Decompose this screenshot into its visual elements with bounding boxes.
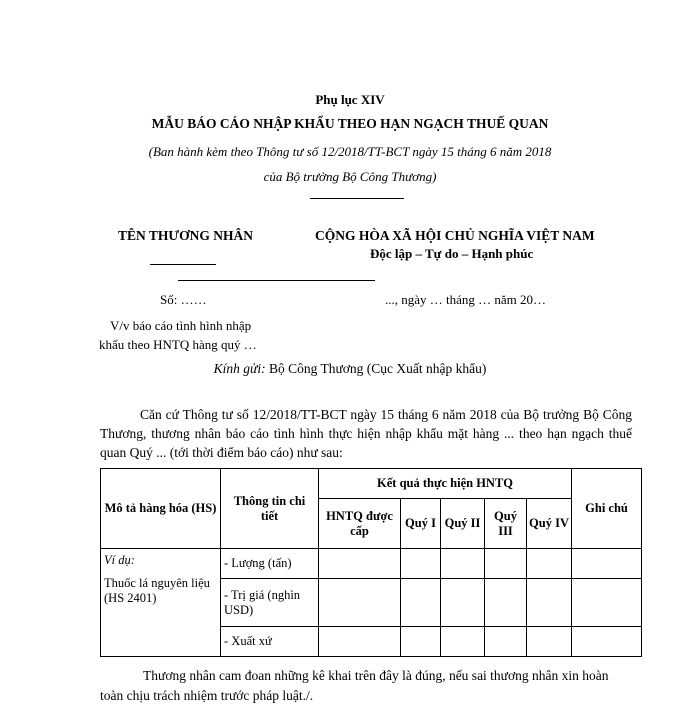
subject-line1: V/v báo cáo tình hình nhập: [110, 318, 252, 333]
cell-value-q2: [441, 579, 485, 627]
appendix-label: Phụ lục XIV: [315, 92, 385, 107]
cell-quantity-q1: [401, 549, 441, 579]
form-title: MẪU BÁO CÁO NHẬP KHẨU THEO HẠN NGẠCH THUẾ QUAN: [151, 116, 549, 131]
cell-value-granted: [319, 579, 401, 627]
body-paragraph-text: Căn cứ Thông tư số 12/2018/TT-BCT ngày 15 tháng 6 năm 2018 của Bộ trưởng Bộ Công Thương, thương nhân báo cáo tình hình thực hiện nhập khẩu mặt hàng ... theo hạn ngạch thuế quan Quý ... (tới thời điểm báo cáo) như sau:: [100, 407, 632, 460]
trader-name-underline: [150, 264, 216, 265]
cell-origin-q2: [441, 627, 485, 657]
commitment-line1: Thương nhân cam đoan những kê khai trên đây là đúng, nếu sai thương nhân xin hoàn: [143, 668, 609, 683]
commitment-line2: toàn chịu trách nhiệm trước pháp luật./.: [100, 688, 314, 703]
cell-value-notes: [572, 579, 642, 627]
cell-quantity-q4: [527, 549, 572, 579]
addressee: [0, 361, 700, 377]
addressee-recipient: Bộ Công Thương (Cục Xuất nhập khẩu): [268, 361, 487, 376]
cell-origin-q1: [401, 627, 441, 657]
row-value-label: - Trị giá (nghìn USD): [221, 579, 319, 627]
cell-value-q4: [527, 579, 572, 627]
republic-heading: CỘNG HÒA XÃ HỘI CHỦ NGHĨA VIỆT NAM: [315, 228, 595, 243]
body-paragraph: [100, 405, 632, 462]
cell-value-q1: [401, 579, 441, 627]
example-goods: Thuốc lá nguyên liệu (HS 2401): [104, 576, 210, 605]
cell-value-q3: [485, 579, 527, 627]
header-results: Kết quả thực hiện HNTQ: [319, 469, 572, 499]
national-motto: Độc lập – Tự do – Hạnh phúc: [370, 246, 534, 261]
header-quarter-4: Quý IV: [527, 499, 572, 549]
document-number: Số: ……: [160, 292, 207, 307]
row-quantity-label: - Lượng (tấn): [221, 549, 319, 579]
motto-underline: [178, 280, 375, 281]
header-granted-quota: HNTQ được cấp: [319, 499, 401, 549]
row-origin-label: - Xuất xứ: [221, 627, 319, 657]
header-quarter-1: Quý I: [401, 499, 441, 549]
header-quarter-2: Quý II: [441, 499, 485, 549]
cell-quantity-granted: [319, 549, 401, 579]
header-quarter-3: Quý III: [485, 499, 527, 549]
header-notes: Ghi chú: [572, 469, 642, 549]
cell-origin-q4: [527, 627, 572, 657]
cell-quantity-q2: [441, 549, 485, 579]
header-goods-description: Mô tả hàng hóa (HS): [101, 469, 221, 549]
trader-name-label: TÊN THƯƠNG NHÂN: [118, 228, 254, 243]
header-details: Thông tin chi tiết: [221, 469, 319, 549]
cell-origin-granted: [319, 627, 401, 657]
cell-quantity-notes: [572, 549, 642, 579]
import-report-table: [100, 468, 642, 657]
issued-note-line2: của Bộ trưởng Bộ Công Thương): [263, 169, 437, 184]
document-date: ..., ngày … tháng … năm 20…: [385, 292, 547, 307]
issued-note-line1: (Ban hành kèm theo Thông tư số 12/2018/TT-BCT ngày 15 tháng 6 năm 2018: [148, 144, 552, 159]
addressee-label: Kính gửi:: [213, 361, 266, 376]
cell-quantity-q3: [485, 549, 527, 579]
example-goods-cell: [101, 549, 221, 657]
cell-origin-q3: [485, 627, 527, 657]
example-label: Ví dụ:: [104, 553, 135, 567]
subject-line2: khẩu theo HNTQ hàng quý …: [99, 337, 257, 352]
title-divider: [310, 198, 404, 199]
cell-origin-notes: [572, 627, 642, 657]
